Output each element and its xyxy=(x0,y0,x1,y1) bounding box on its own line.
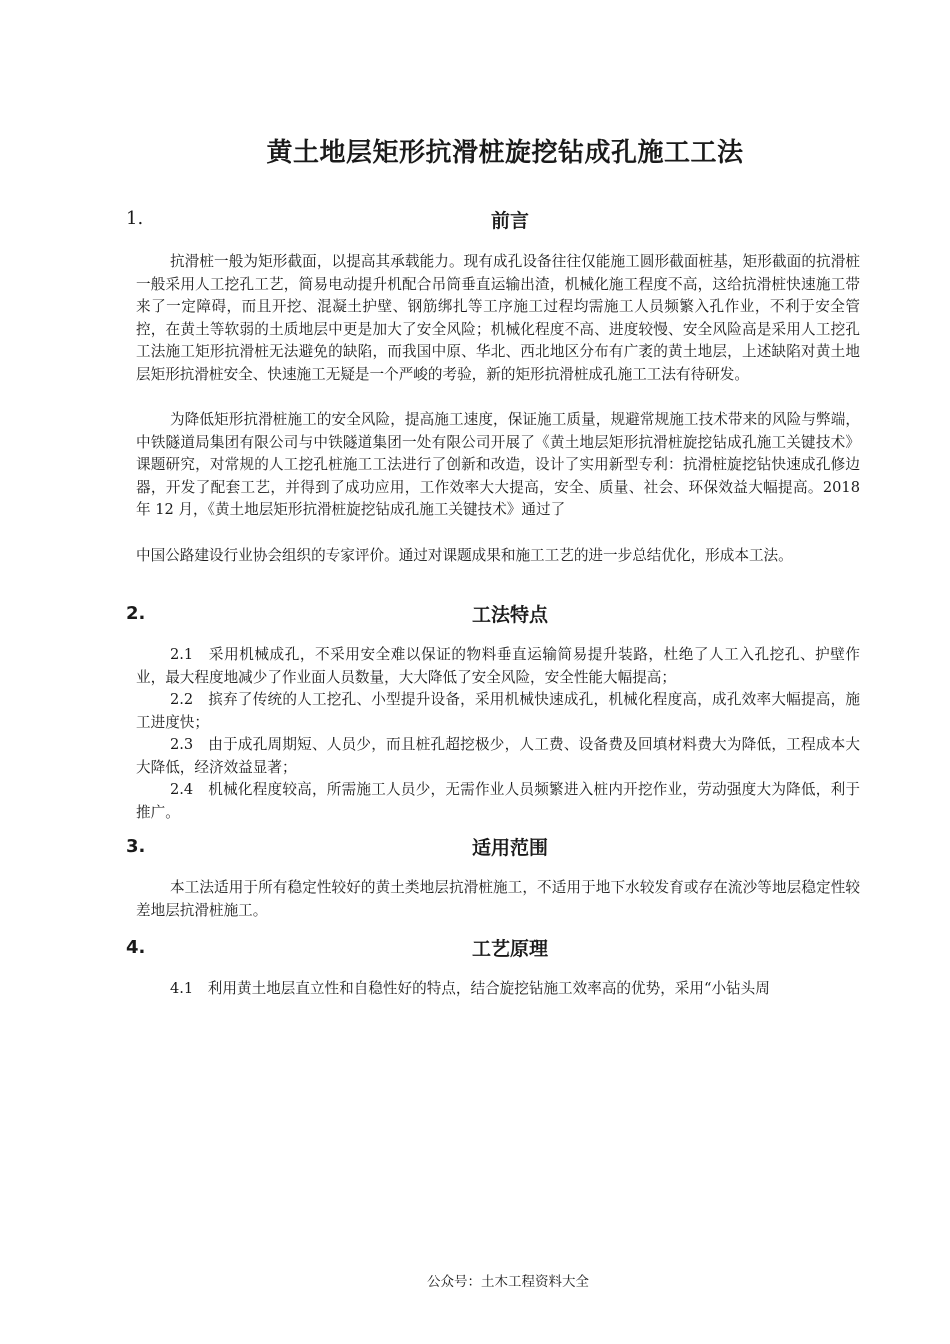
document-title: 黄土地层矩形抗滑桩旋挖钻成孔施工工法 xyxy=(266,138,744,168)
section-4-item-1: 4.1 利用黄土地层直立性和自稳性好的特点，结合旋挖钻施工效率高的优势，采用“小钻头周 xyxy=(170,980,770,997)
section-2-item-1: 2.1 采用机械成孔，不采用安全难以保证的物料垂直运输简易提升装路，杜绝了人工入孔挖孔、护壁作业，最大程度地减少了作业面人员数量，大大降低了安全风险，安全性能大幅提高； xyxy=(136,646,860,686)
section-1-paragraph-1: 抗滑桩一般为矩形截面，以提高其承载能力。现有成孔设备往往仅能施工圆形截面桩基，矩形截面的抗滑桩一般采用人工挖孔工艺，简易电动提升机配合吊筒垂直运输出渣，机械化施工程度不高，这给抗滑桩快速施工带来了一定障碍，而且开挖、混凝土护壁、钢筋绑扎等工序施工过程均需施工人员频繁入孔作业，不利于安全管控，在黄土等软弱的土质地层中更是加大了安全风险；机械化程度不高、进度较慢、安全风险高是采用人工挖孔工法施工矩形抗滑桩无法避免的缺陷，而我国中原、华北、西北地区分布有广袤的黄土地层，上述缺陷对黄土地层矩形抗滑桩安全、快速施工无疑是一个严峻的考验，新的矩形抗滑桩成孔施工工法有待研发。 xyxy=(136,253,860,383)
section-1-paragraph-3: 中国公路建设行业协会组织的专家评价。通过对课题成果和施工工艺的进一步总结优化，形成本工法。 xyxy=(136,547,793,564)
section-3-paragraph-1: 本工法适用于所有稳定性较好的黄土类地层抗滑桩施工，不适用于地下水较发育或存在流沙等地层稳定性较差地层抗滑桩施工。 xyxy=(136,879,860,919)
section-3-number: 3. xyxy=(126,836,146,857)
section-4-number: 4. xyxy=(126,937,146,958)
section-2-item-2: 2.2 摈弃了传统的人工挖孔、小型提升设备，采用机械快速成孔，机械化程度高，成孔效率大幅提高，施工进度快； xyxy=(136,691,860,731)
section-1-title: 前言 xyxy=(490,210,529,232)
section-1-number: 1. xyxy=(126,208,144,229)
section-2-number: 2. xyxy=(126,603,146,624)
section-4-title: 工艺原理 xyxy=(471,938,548,960)
section-3-title: 适用范围 xyxy=(471,837,548,859)
section-2-item-3: 2.3 由于成孔周期短、人员少，而且桩孔超挖极少，人工费、设备费及回填材料费大为降低，工程成本大大降低，经济效益显著； xyxy=(136,736,860,776)
page-footer: 公众号：土木工程资料大全 xyxy=(427,1274,589,1290)
section-2-title: 工法特点 xyxy=(471,604,548,626)
section-2-item-4: 2.4 机械化程度较高，所需施工人员少，无需作业人员频繁进入桩内开挖作业，劳动强度大为降低，利于推广。 xyxy=(136,781,860,821)
section-1-paragraph-2: 为降低矩形抗滑桩施工的安全风险，提高施工速度，保证施工质量，规避常规施工技术带来的风险与弊端，中铁隧道局集团有限公司与中铁隧道集团一处有限公司开展了《黄土地层矩形抗滑桩旋挖钻成孔施工关键技术》课题研究，对常规的人工挖孔桩施工工法进行了创新和改造，设计了实用新型专利：抗滑桩旋挖钻快速成孔修边器，开发了配套工艺，并得到了成功应用，工作效率大大提高，安全、质量、社会、环保效益大幅提高。2018 年 12 月，《黄土地层矩形抗滑桩旋挖钻成孔施工关键技术》通过了 xyxy=(136,411,860,518)
